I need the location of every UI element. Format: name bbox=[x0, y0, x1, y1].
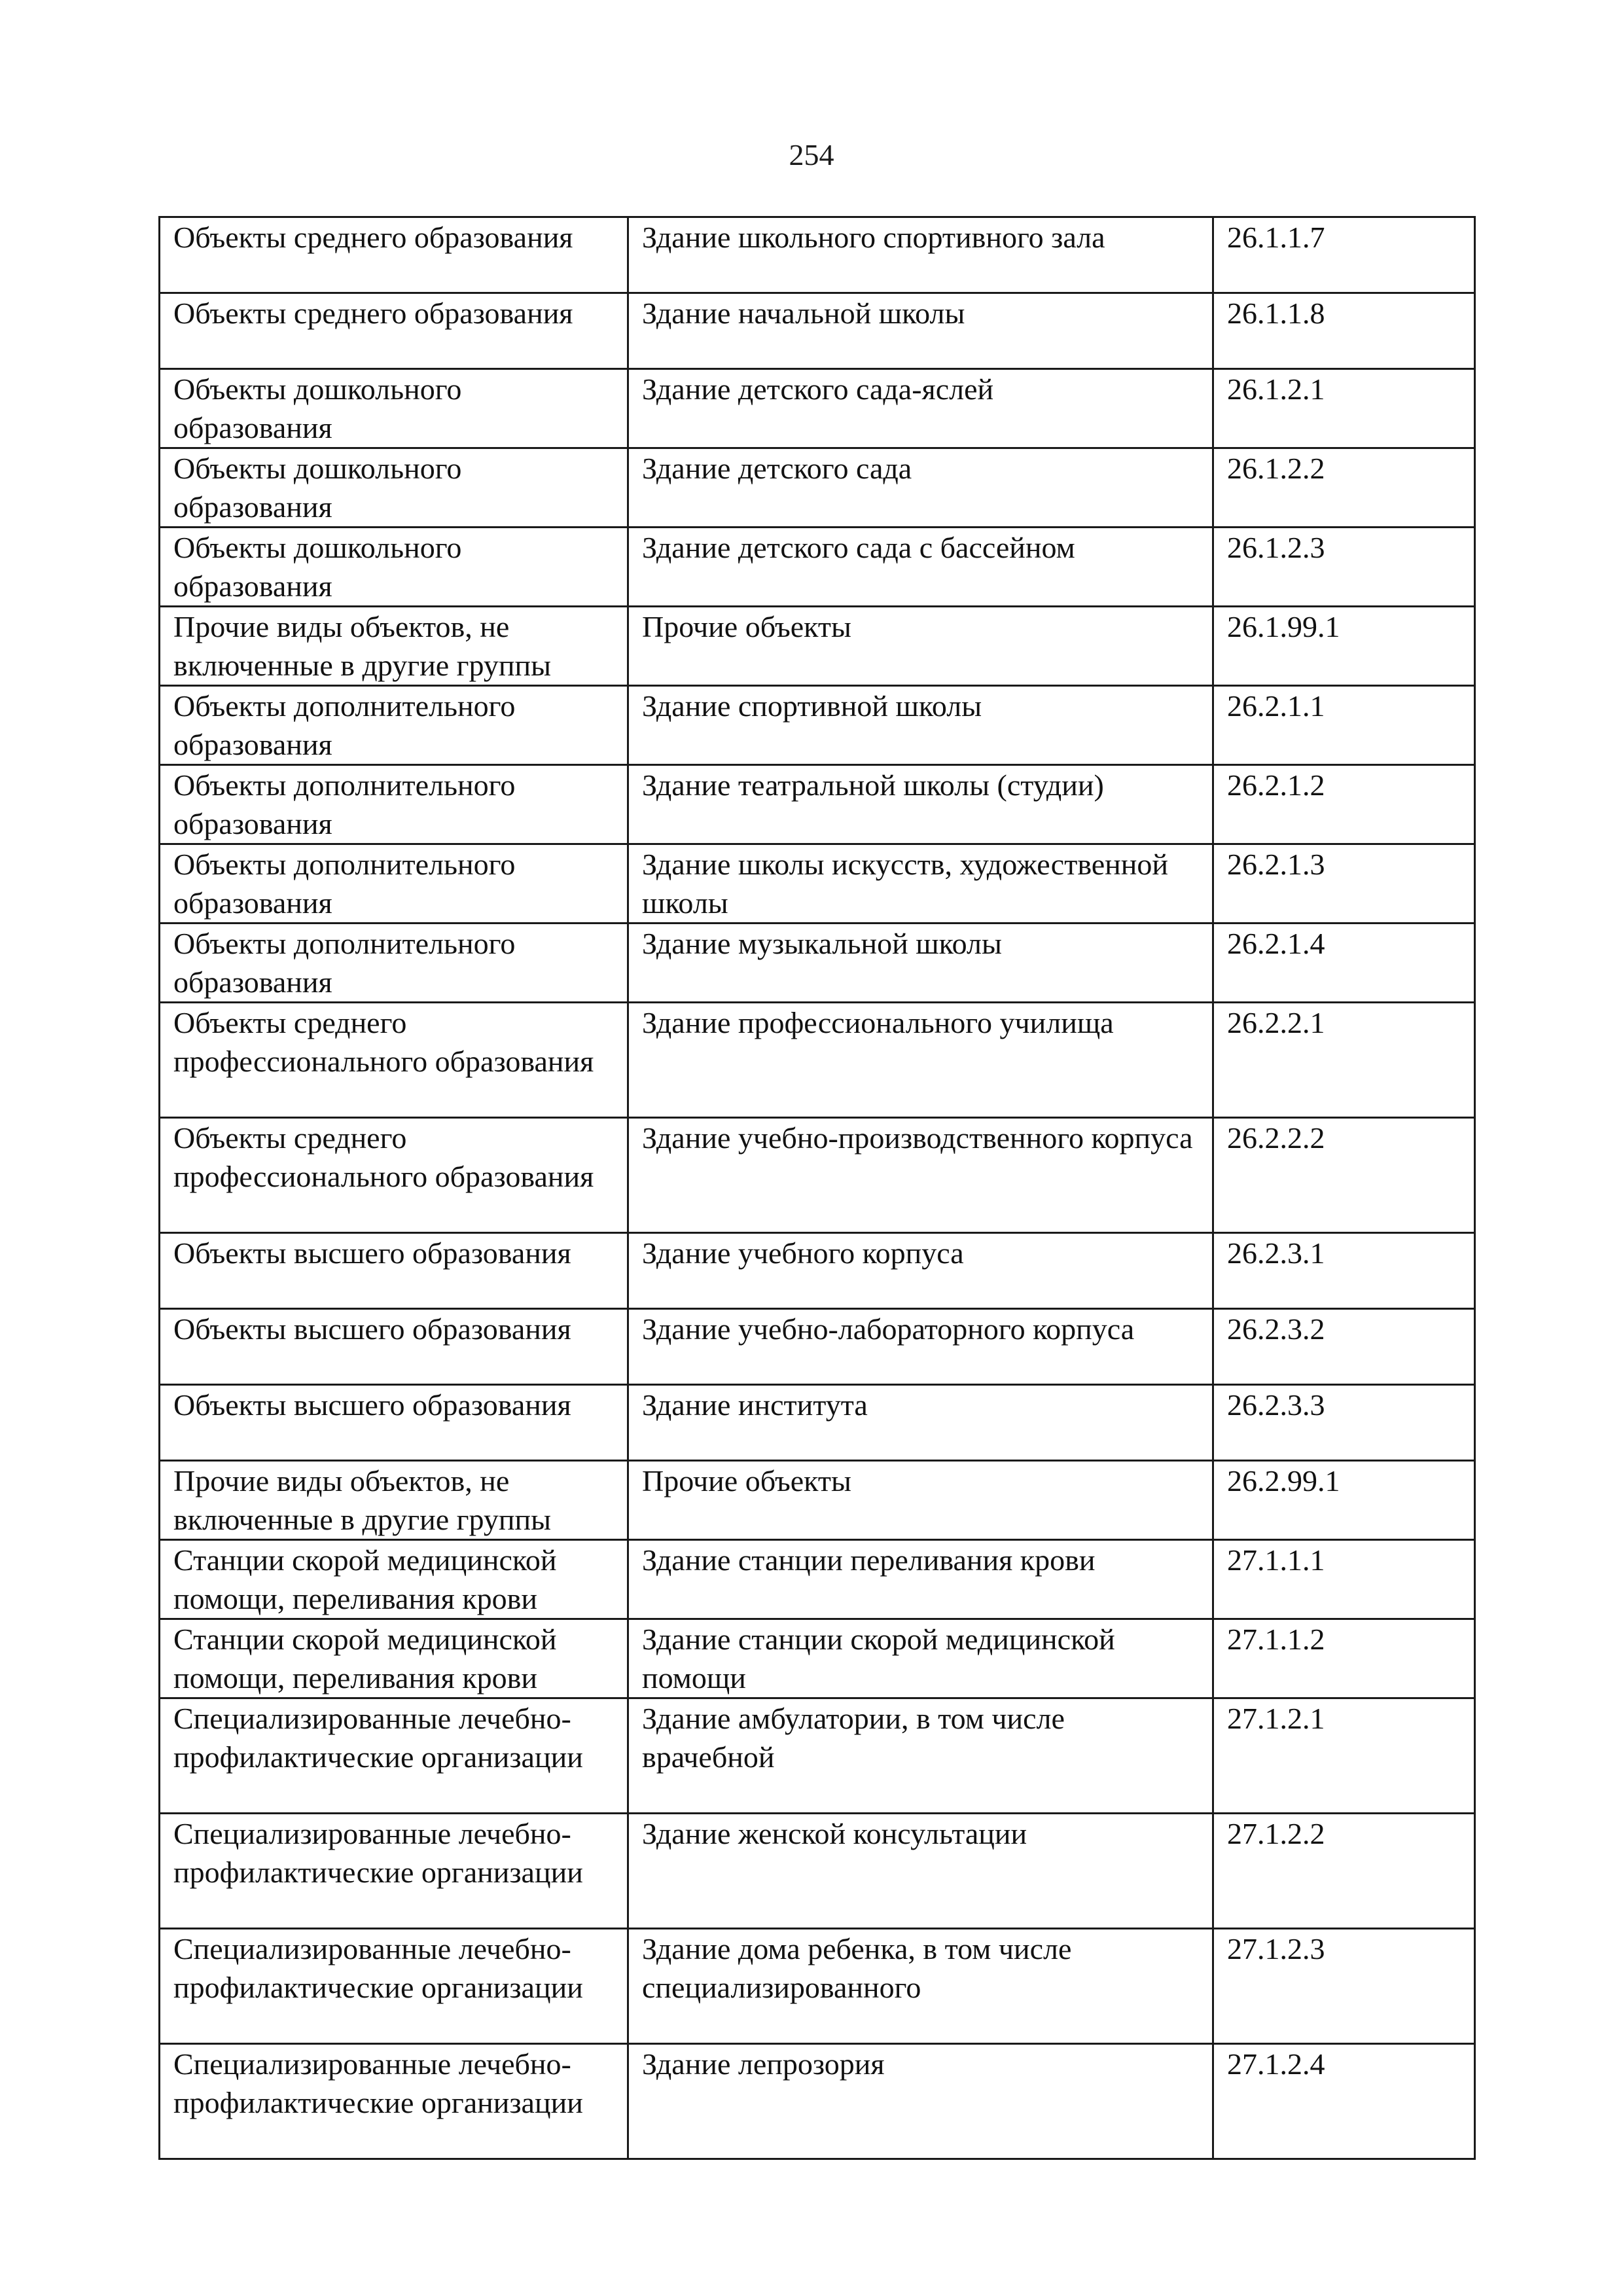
code-cell: 26.2.1.4 bbox=[1213, 924, 1475, 1003]
table-row bbox=[160, 924, 1475, 1003]
table-row bbox=[160, 2044, 1475, 2159]
code-cell: 26.2.2.2 bbox=[1213, 1118, 1475, 1233]
table-row bbox=[160, 1814, 1475, 1929]
table-row bbox=[160, 528, 1475, 607]
object-cell: Здание школьного спортивного зала bbox=[628, 217, 1213, 293]
code-cell: 26.1.2.1 bbox=[1213, 369, 1475, 448]
object-cell: Здание начальной школы bbox=[628, 293, 1213, 369]
table-row bbox=[160, 686, 1475, 765]
code-cell: 26.2.3.2 bbox=[1213, 1309, 1475, 1385]
code-cell: 27.1.2.3 bbox=[1213, 1929, 1475, 2044]
category-cell: Объекты дополнительного образования bbox=[160, 924, 628, 1003]
category-cell: Специализированные лечебно-профилактические организации bbox=[160, 2044, 628, 2159]
table-row bbox=[160, 1233, 1475, 1309]
category-cell: Объекты дошкольного образования bbox=[160, 369, 628, 448]
table-row bbox=[160, 1003, 1475, 1118]
table-row bbox=[160, 1461, 1475, 1540]
code-cell: 27.1.2.2 bbox=[1213, 1814, 1475, 1929]
category-cell: Станции скорой медицинской помощи, переливания крови bbox=[160, 1619, 628, 1698]
object-cell: Здание станции скорой медицинской помощи bbox=[628, 1619, 1213, 1698]
table-row bbox=[160, 844, 1475, 924]
category-cell: Объекты высшего образования bbox=[160, 1309, 628, 1385]
table-row bbox=[160, 217, 1475, 293]
table-row bbox=[160, 1309, 1475, 1385]
object-cell: Здание детского сада bbox=[628, 448, 1213, 528]
code-cell: 26.1.1.7 bbox=[1213, 217, 1475, 293]
object-cell: Здание учебно-производственного корпуса bbox=[628, 1118, 1213, 1233]
code-cell: 27.1.2.1 bbox=[1213, 1698, 1475, 1814]
object-cell: Здание спортивной школы bbox=[628, 686, 1213, 765]
code-cell: 26.2.1.2 bbox=[1213, 765, 1475, 844]
category-cell: Объекты среднего образования bbox=[160, 217, 628, 293]
code-cell: 26.1.99.1 bbox=[1213, 607, 1475, 686]
code-cell: 26.1.2.3 bbox=[1213, 528, 1475, 607]
category-cell: Прочие виды объектов, не включенные в другие группы bbox=[160, 607, 628, 686]
code-cell: 26.2.1.1 bbox=[1213, 686, 1475, 765]
table-row bbox=[160, 1929, 1475, 2044]
category-cell: Объекты среднего образования bbox=[160, 293, 628, 369]
object-cell: Прочие объекты bbox=[628, 1461, 1213, 1540]
object-cell: Здание женской консультации bbox=[628, 1814, 1213, 1929]
table-row bbox=[160, 1385, 1475, 1461]
page-number: 254 bbox=[789, 138, 834, 171]
table-row bbox=[160, 1540, 1475, 1619]
category-cell: Специализированные лечебно-профилактические организации bbox=[160, 1929, 628, 2044]
code-cell: 26.2.3.3 bbox=[1213, 1385, 1475, 1461]
code-cell: 26.1.1.8 bbox=[1213, 293, 1475, 369]
object-cell: Здание школы искусств, художественной школы bbox=[628, 844, 1213, 924]
object-cell: Здание лепрозория bbox=[628, 2044, 1213, 2159]
object-cell: Здание дома ребенка, в том числе специализированного bbox=[628, 1929, 1213, 2044]
object-cell: Здание детского сада-яслей bbox=[628, 369, 1213, 448]
category-cell: Объекты дополнительного образования bbox=[160, 844, 628, 924]
code-cell: 26.2.1.3 bbox=[1213, 844, 1475, 924]
category-cell: Специализированные лечебно-профилактические организации bbox=[160, 1814, 628, 1929]
category-cell: Объекты среднего профессионального образования bbox=[160, 1003, 628, 1118]
object-cell: Здание института bbox=[628, 1385, 1213, 1461]
category-cell: Прочие виды объектов, не включенные в другие группы bbox=[160, 1461, 628, 1540]
table-row bbox=[160, 1619, 1475, 1698]
code-cell: 26.2.2.1 bbox=[1213, 1003, 1475, 1118]
category-cell: Объекты дополнительного образования bbox=[160, 686, 628, 765]
category-cell: Объекты высшего образования bbox=[160, 1385, 628, 1461]
category-cell: Объекты дошкольного образования bbox=[160, 528, 628, 607]
code-cell: 26.1.2.2 bbox=[1213, 448, 1475, 528]
category-cell: Объекты высшего образования bbox=[160, 1233, 628, 1309]
code-cell: 26.2.99.1 bbox=[1213, 1461, 1475, 1540]
code-cell: 27.1.1.2 bbox=[1213, 1619, 1475, 1698]
object-cell: Прочие объекты bbox=[628, 607, 1213, 686]
object-cell: Здание станции переливания крови bbox=[628, 1540, 1213, 1619]
table-row bbox=[160, 369, 1475, 448]
code-cell: 27.1.1.1 bbox=[1213, 1540, 1475, 1619]
table-row bbox=[160, 1698, 1475, 1814]
object-cell: Здание учебно-лабораторного корпуса bbox=[628, 1309, 1213, 1385]
object-cell: Здание профессионального училища bbox=[628, 1003, 1213, 1118]
registry-table bbox=[158, 216, 1476, 2160]
table-row bbox=[160, 607, 1475, 686]
category-cell: Станции скорой медицинской помощи, переливания крови bbox=[160, 1540, 628, 1619]
table-row bbox=[160, 765, 1475, 844]
object-cell: Здание амбулатории, в том числе врачебной bbox=[628, 1698, 1213, 1814]
category-cell: Объекты дошкольного образования bbox=[160, 448, 628, 528]
code-cell: 26.2.3.1 bbox=[1213, 1233, 1475, 1309]
category-cell: Специализированные лечебно-профилактические организации bbox=[160, 1698, 628, 1814]
object-cell: Здание детского сада с бассейном bbox=[628, 528, 1213, 607]
object-cell: Здание театральной школы (студии) bbox=[628, 765, 1213, 844]
table-row bbox=[160, 293, 1475, 369]
table-row bbox=[160, 448, 1475, 528]
object-cell: Здание музыкальной школы bbox=[628, 924, 1213, 1003]
table-row bbox=[160, 1118, 1475, 1233]
object-cell: Здание учебного корпуса bbox=[628, 1233, 1213, 1309]
category-cell: Объекты дополнительного образования bbox=[160, 765, 628, 844]
code-cell: 27.1.2.4 bbox=[1213, 2044, 1475, 2159]
category-cell: Объекты среднего профессионального образования bbox=[160, 1118, 628, 1233]
